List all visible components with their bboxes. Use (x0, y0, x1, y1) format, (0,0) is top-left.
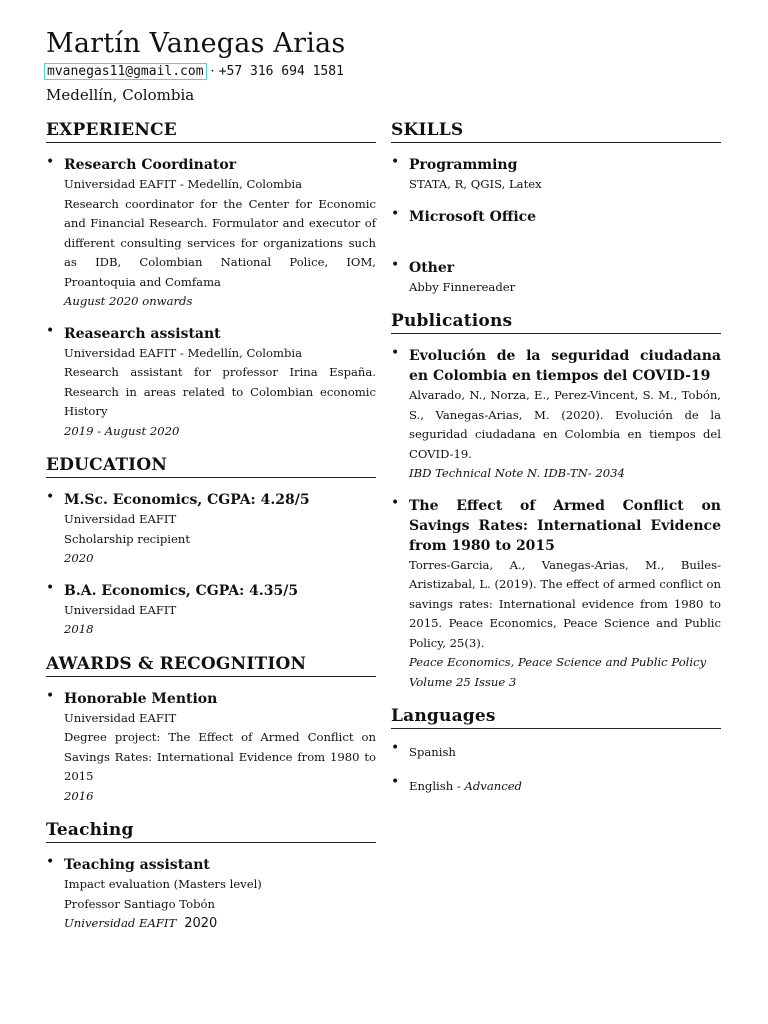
publications-heading: Publications (391, 311, 721, 334)
teaching-professor: Professor Santiago Tobón (64, 896, 215, 911)
resume-name: Martín Vanegas Arias (46, 28, 346, 59)
job-description: Research assistant for professor Irina España. Research in areas related to Colombian economic History (64, 365, 376, 418)
teaching-course: Impact evaluation (Masters level) (64, 877, 262, 891)
education-year: 2018 (64, 622, 94, 636)
experience-section (46, 120, 376, 441)
publication-venue: Peace Economics, Peace Science and Public Policy Volume 25 Issue 3 (409, 655, 707, 689)
award-description: Degree project: The Effect of Armed Conflict on Savings Rates: International Evidence from 1980 to 2015 (64, 730, 376, 783)
language-dash: - (453, 778, 465, 793)
award-name: • Honorable Mention (64, 690, 218, 707)
publication-citation: Torres-Garcia, A., Vanegas-Arias, M., Builes-Aristizabal, L. (2019). The effect of armed conflict on savings rates: International evidence from 1980 to 2015. Peace Economics, Peace Science and Public Policy, 25(3). (409, 557, 721, 650)
school-name: Universidad EAFIT (64, 602, 177, 617)
languages-section (391, 706, 721, 796)
job-organization: Universidad EAFIT - Medellín, Colombia (64, 177, 303, 191)
email-link[interactable]: mvanegas11@gmail.com (44, 63, 207, 80)
publication-item (391, 496, 721, 693)
degree-title: • M.Sc. Economics, CGPA: 4.28/5 (64, 492, 310, 508)
skills-section (391, 120, 721, 297)
publication-citation: Alvarado, N., Norza, E., Perez-Vincent, S. M., Tobón, S., Vanegas-Arias, M. (2020). Evolución de la seguridad ciudadana en Colombia en tiempos del COVID-19. (409, 388, 721, 461)
teaching-institution: Universidad EAFIT (64, 916, 177, 930)
award-organization: Universidad EAFIT (64, 710, 177, 725)
location: Medellín, Colombia (46, 86, 195, 104)
teaching-item (46, 855, 376, 934)
award-year: 2016 (64, 788, 94, 803)
language-name: Spanish (409, 745, 456, 759)
skill-spacer (409, 227, 721, 246)
language-level: Advanced (464, 778, 522, 793)
teaching-role: • Teaching assistant (64, 857, 210, 873)
school-name: Universidad EAFIT (64, 512, 177, 526)
skill-detail: Abby Finnereader (409, 279, 516, 294)
contact-separator: · (210, 64, 215, 79)
job-description: Research coordinator for the Center for Economic and Financial Research. Formulator and executor of different consulting services for organizations such as IDB, Colombian National Police, IOM, Proantoquia and Comfama (64, 196, 376, 289)
right-column (391, 120, 721, 810)
job-date: August 2020 onwards (64, 294, 193, 308)
job-title: • Reasearch assistant (64, 325, 221, 342)
skill-name: • Other (409, 259, 455, 276)
language-item (391, 741, 721, 763)
publication-venue: IBD Technical Note N. IDB-TN- 2034 (409, 466, 625, 480)
language-item (391, 775, 721, 797)
education-section (46, 455, 376, 640)
job-date: 2019 - August 2020 (64, 423, 180, 438)
contact-line (44, 64, 344, 79)
languages-heading: Languages (391, 706, 721, 729)
teaching-meta (64, 914, 376, 934)
publication-item (391, 346, 721, 484)
teaching-year: 2020 (184, 916, 218, 931)
experience-heading: EXPERIENCE (46, 120, 376, 143)
phone-number: +57 316 694 1581 (218, 64, 344, 79)
education-heading: EDUCATION (46, 455, 376, 478)
education-item (46, 581, 376, 640)
language-name: English (409, 778, 454, 793)
degree-title: • B.A. Economics, CGPA: 4.35/5 (64, 582, 299, 599)
job-title: • Research Coordinator (64, 157, 237, 173)
awards-section (46, 654, 376, 807)
publications-section (391, 311, 721, 692)
award-item (46, 689, 376, 807)
skill-item (391, 207, 721, 246)
publication-title: • Evolución de la seguridad ciudadana en Colombia en tiempos del COVID-19 (409, 348, 721, 384)
skills-heading: SKILLS (391, 120, 721, 143)
teaching-heading: Teaching (46, 820, 376, 843)
education-year: 2020 (64, 551, 94, 565)
publication-title: • The Effect of Armed Conflict on Savings Rates: International Evidence from 1980 to 2015 (409, 497, 721, 554)
skill-item (391, 155, 721, 195)
skill-item (391, 258, 721, 298)
education-item (46, 490, 376, 569)
experience-item (46, 155, 376, 312)
skill-detail: STATA, R, QGIS, Latex (409, 177, 542, 191)
education-note: Scholarship recipient (64, 531, 190, 546)
skill-name: • Programming (409, 157, 518, 173)
left-column (46, 120, 376, 948)
awards-heading: AWARDS & RECOGNITION (46, 654, 376, 677)
experience-item (46, 324, 376, 442)
teaching-section (46, 820, 376, 934)
skill-name: • Microsoft Office (409, 208, 537, 225)
job-organization: Universidad EAFIT - Medellín, Colombia (64, 345, 303, 360)
